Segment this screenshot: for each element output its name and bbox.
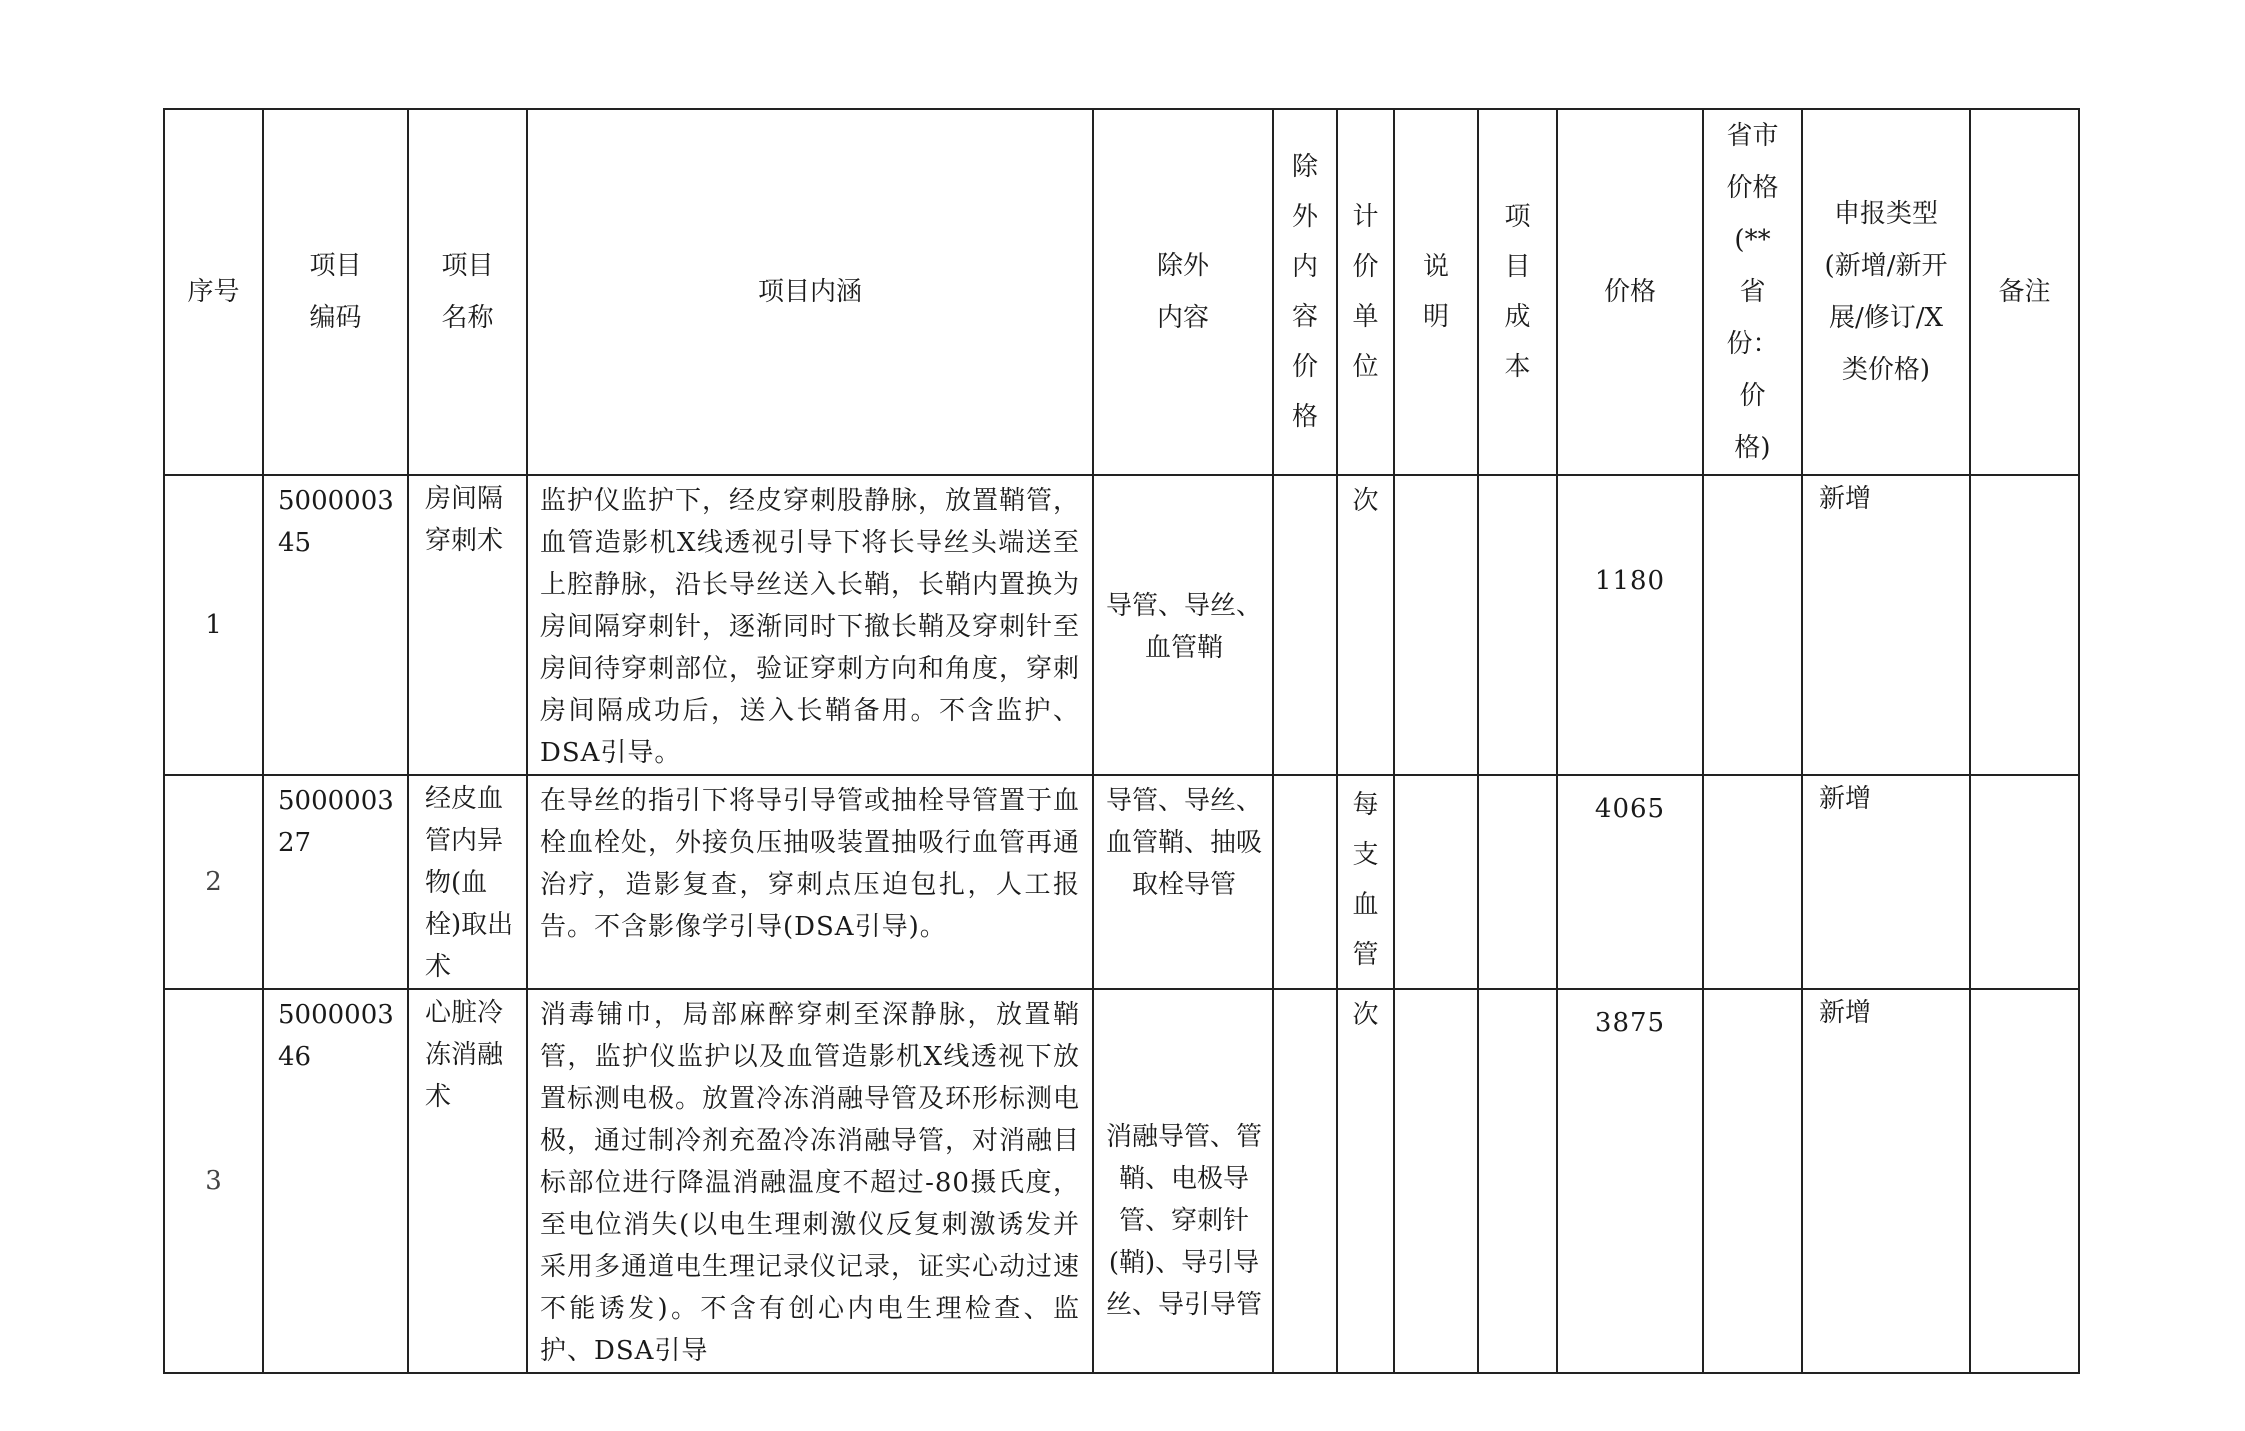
- row-cost: [1478, 989, 1557, 1373]
- row-excluded: 导管、导丝、血管鞘、抽吸取栓导管: [1093, 775, 1273, 989]
- row-content: 监护仪监护下，经皮穿刺股静脉，放置鞘管，血管造影机X线透视引导下将长导丝头端送至上腔静脉，沿长导丝送入长鞘，长鞘内置换为房间隔穿刺针，逐渐同时下撤长鞘及穿刺针至房间待穿刺部位，验证穿刺方向和角度，穿刺房间隔成功后，送入长鞘备用。不含监护、DSA引导。: [527, 475, 1093, 775]
- fee-table: [163, 108, 2080, 1374]
- row-seq: 1: [164, 475, 263, 775]
- row-report-type: 新增: [1802, 475, 1970, 775]
- row-note: [1394, 475, 1478, 775]
- row-price: 3875: [1557, 989, 1703, 1373]
- row-unit: 次: [1337, 475, 1394, 775]
- row-note: [1394, 775, 1478, 989]
- row-province-price: [1703, 475, 1802, 775]
- header-seq: 序号: [164, 109, 263, 475]
- row-price: 1180: [1557, 475, 1703, 775]
- row-note: [1394, 989, 1478, 1373]
- header-excluded: 除外内容: [1093, 109, 1273, 475]
- table-row: [164, 989, 2079, 1373]
- header-note: 说明: [1394, 109, 1478, 475]
- table-row: [164, 475, 2079, 775]
- row-code: 500000345: [263, 475, 408, 775]
- row-report-type: 新增: [1802, 989, 1970, 1373]
- header-report-type: 申报类型(新增/新开展/修订/X类价格): [1802, 109, 1970, 475]
- header-content: 项目内涵: [527, 109, 1093, 475]
- header-cost: 项目成本: [1478, 109, 1557, 475]
- row-price: 4065: [1557, 775, 1703, 989]
- row-remarks: [1970, 475, 2079, 775]
- row-name: 心脏冷冻消融术: [408, 989, 527, 1373]
- header-remarks: 备注: [1970, 109, 2079, 475]
- row-excluded-price: [1273, 775, 1337, 989]
- row-name: 经皮血管内异物(血栓)取出术: [408, 775, 527, 989]
- row-province-price: [1703, 775, 1802, 989]
- row-report-type: 新增: [1802, 775, 1970, 989]
- row-code: 500000346: [263, 989, 408, 1373]
- header-row: [164, 109, 2079, 475]
- row-code: 500000327: [263, 775, 408, 989]
- row-remarks: [1970, 775, 2079, 989]
- row-content: 在导丝的指引下将导引导管或抽栓导管置于血栓血栓处，外接负压抽吸装置抽吸行血管再通治疗，造影复查，穿刺点压迫包扎，人工报告。不含影像学引导(DSA引导)。: [527, 775, 1093, 989]
- row-excluded-price: [1273, 989, 1337, 1373]
- row-excluded-price: [1273, 475, 1337, 775]
- header-price: 价格: [1557, 109, 1703, 475]
- row-excluded: 消融导管、管鞘、电极导管、穿刺针(鞘)、导引导丝、导引导管: [1093, 989, 1273, 1373]
- row-seq: 3: [164, 989, 263, 1373]
- header-excluded-price: 除外内容价格: [1273, 109, 1337, 475]
- row-content: 消毒铺巾，局部麻醉穿刺至深静脉，放置鞘管，监护仪监护以及血管造影机X线透视下放置标测电极。放置冷冻消融导管及环形标测电极，通过制冷剂充盈冷冻消融导管，对消融目标部位进行降温消融温度不超过-80摄氏度，至电位消失(以电生理刺激仪反复刺激诱发并采用多通道电生理记录仪记录，证实心动过速不能诱发)。不含有创心内电生理检查、监护、DSA引导: [527, 989, 1093, 1373]
- row-province-price: [1703, 989, 1802, 1373]
- header-name: 项目名称: [408, 109, 527, 475]
- row-unit: 每支血管: [1337, 775, 1394, 989]
- row-seq: 2: [164, 775, 263, 989]
- header-province-price: 省市价格(**省份：价格): [1703, 109, 1802, 475]
- row-cost: [1478, 775, 1557, 989]
- row-excluded: 导管、导丝、血管鞘: [1093, 475, 1273, 775]
- row-unit: 次: [1337, 989, 1394, 1373]
- header-unit: 计价单位: [1337, 109, 1394, 475]
- row-name: 房间隔穿刺术: [408, 475, 527, 775]
- header-code: 项目编码: [263, 109, 408, 475]
- table-row: [164, 775, 2079, 989]
- row-remarks: [1970, 989, 2079, 1373]
- row-cost: [1478, 475, 1557, 775]
